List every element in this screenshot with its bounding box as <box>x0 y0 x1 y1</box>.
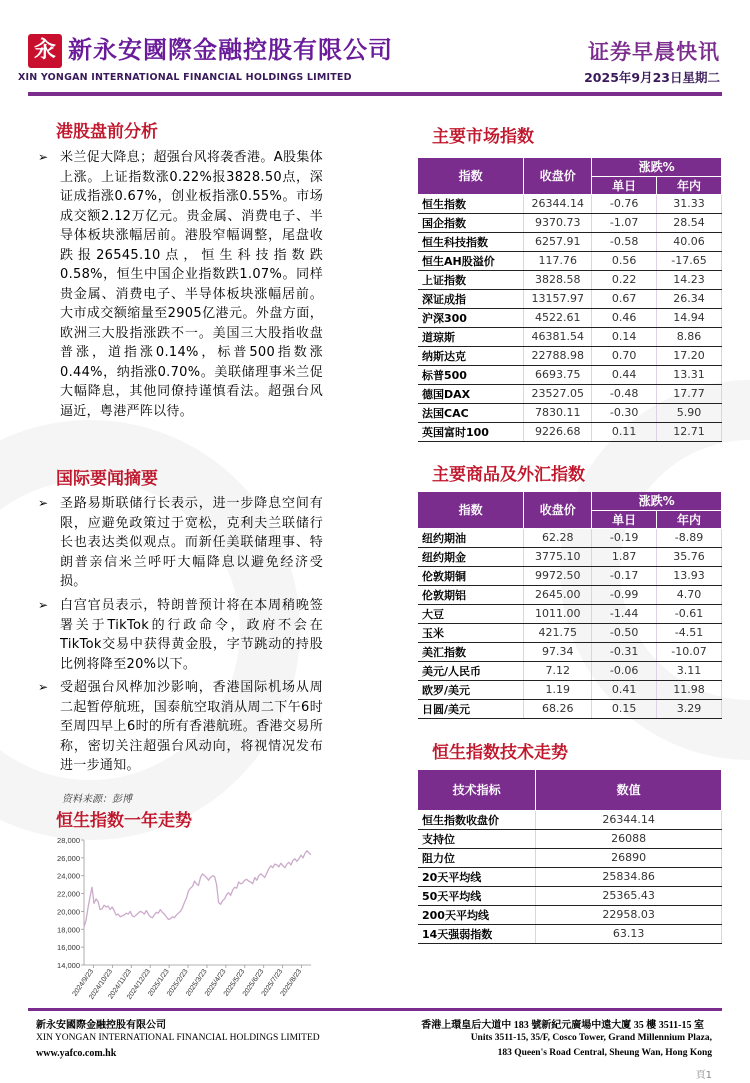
cell-value: 17.20 <box>657 346 722 365</box>
footer-website[interactable]: www.yafco.com.hk <box>36 1048 117 1059</box>
market-row <box>418 365 722 384</box>
arrow-bullet-icon: ➢ <box>38 496 49 510</box>
row-label: 上证指数 <box>418 270 524 289</box>
footer-address-en-2: 183 Queen's Road Central, Sheung Wan, Hong Kong <box>497 1048 712 1058</box>
intl-bullet-text: 圣路易斯联储行长表示，进一步降息空间有限，应避免政策过于宽松，克利夫兰联储行长也表达类似观点。而新任美联储理事、特朗普亲信米兰呼吁大幅降息以避免经济受损。 <box>60 496 323 589</box>
tech-table-title: 恒生指数技术走势 <box>432 743 568 763</box>
footer-address-cn: 香港上環皇后大道中 183 號新紀元廣場中遠大廈 35 樓 3511-15 室 <box>421 1020 704 1031</box>
x-tick-label: 2025/1/23 <box>147 968 171 998</box>
col-header-close: 收盘价 <box>524 158 592 194</box>
row-label: 德国DAX <box>418 384 524 403</box>
market-row <box>418 194 722 213</box>
row-label: 阻力位 <box>418 848 536 867</box>
cell-value: 0.44 <box>592 365 657 384</box>
x-tick-label: 2025/7/23 <box>260 968 285 998</box>
arrow-bullet-icon: ➢ <box>38 150 49 164</box>
cell-value: -1.44 <box>592 604 657 623</box>
market-row <box>418 346 722 365</box>
row-label: 纽约期金 <box>418 547 524 566</box>
commodity-row <box>418 661 722 680</box>
cell-value: 22788.98 <box>524 346 592 365</box>
cell-value: 0.56 <box>592 251 657 270</box>
footer-company-en: XIN YONGAN INTERNATIONAL FINANCIAL HOLDINGS LIMITED <box>36 1033 320 1043</box>
market-table-title: 主要市场指数 <box>432 127 534 147</box>
cell-value: -0.58 <box>592 232 657 251</box>
cell-value: -8.89 <box>657 528 722 547</box>
y-tick-label: 16,000 <box>57 943 80 953</box>
cell-value: 26.34 <box>657 289 722 308</box>
cell-value: 0.70 <box>592 346 657 365</box>
cell-value: 25365.43 <box>536 886 722 905</box>
market-row <box>418 422 722 441</box>
cell-value: 421.75 <box>524 623 592 642</box>
row-label: 美元/人民币 <box>418 661 524 680</box>
cell-value: 4.70 <box>657 585 722 604</box>
cell-value: 23527.05 <box>524 384 592 403</box>
market-row <box>418 384 722 403</box>
cell-value: -0.99 <box>592 585 657 604</box>
cell-value: 0.15 <box>592 699 657 718</box>
cell-value: 8.86 <box>657 327 722 346</box>
cell-value: 0.67 <box>592 289 657 308</box>
cell-value: 12.71 <box>657 422 722 441</box>
report-title: 证券早晨快讯 <box>588 40 720 64</box>
cell-value: 9226.68 <box>524 422 592 441</box>
commodity-row <box>418 699 722 718</box>
hsi-line-chart <box>44 832 319 1017</box>
cell-value: 13.31 <box>657 365 722 384</box>
cell-value: 3775.10 <box>524 547 592 566</box>
commodity-row <box>418 680 722 699</box>
row-label: 恒生指数 <box>418 194 524 213</box>
cell-value: -10.07 <box>657 642 722 661</box>
indicator-row <box>418 867 722 886</box>
cell-value: 26344.14 <box>524 194 592 213</box>
hk-section-title: 港股盘前分析 <box>56 122 158 142</box>
commodity-row <box>418 547 722 566</box>
row-label: 标普500 <box>418 365 524 384</box>
row-label: 日圆/美元 <box>418 699 524 718</box>
market-row <box>418 232 722 251</box>
commodity-fx-table <box>418 492 722 719</box>
intl-bullet <box>38 494 323 592</box>
col-header-value: 数值 <box>536 770 722 810</box>
indicator-row <box>418 829 722 848</box>
hk-bullet-text: 米兰促大降息；超强台风将袭香港。A股集体上涨。上证指数涨0.22%报3828.50点，深证成指涨0.67%，创业板指涨0.55%。市场成交额2.12万亿元。贵金属、消费电子、半导体板块涨幅居前。港股窄幅调整，尾盘收跌报26545.10点，恒生科技指数跌0.58%，恒生中国企业指数跌1.07%。同样贵金属、消费电子、半导体板块涨幅居前。大市成交额缩量至2905亿港元。外盘方面，欧洲三大股指涨跌不一。美国三大股指收盘普涨，道指涨0.14%，标普500指数涨0.44%，纳指涨0.70%。美联储理事米兰促大幅降息，其他同僚持谨慎看法。超强台风逼近，粤港严阵以待。 <box>60 150 323 419</box>
row-label: 支持位 <box>418 829 536 848</box>
row-label: 50天平均线 <box>418 886 536 905</box>
cell-value: 0.11 <box>592 422 657 441</box>
cell-value: 40.06 <box>657 232 722 251</box>
commodity-table-title: 主要商品及外汇指数 <box>432 465 585 485</box>
arrow-bullet-icon: ➢ <box>38 680 49 694</box>
x-tick-label: 2024/9/23 <box>71 968 96 998</box>
data-source: 资料来源：彭博 <box>62 794 132 805</box>
commodity-row <box>418 642 722 661</box>
cell-value: 7.12 <box>524 661 592 680</box>
indicator-row <box>418 810 722 829</box>
cell-value: 26088 <box>536 829 722 848</box>
hk-bullet <box>38 148 323 421</box>
cell-value: 46381.54 <box>524 327 592 346</box>
col-header-day: 单日 <box>592 510 657 528</box>
cell-value: 6693.75 <box>524 365 592 384</box>
market-row <box>418 251 722 270</box>
x-tick-label: 2025/2/23 <box>166 968 190 998</box>
market-row <box>418 308 722 327</box>
col-header-change: 涨跌% <box>592 492 722 510</box>
footer-address-en-1: Units 3511-15, 35/F, Cosco Tower, Grand Millennium Plaza, <box>470 1033 712 1043</box>
cell-value: 3.29 <box>657 699 722 718</box>
cell-value: 13157.97 <box>524 289 592 308</box>
row-label: 200天平均线 <box>418 905 536 924</box>
hsi-series-line <box>84 851 311 927</box>
cell-value: 97.34 <box>524 642 592 661</box>
row-label: 纽约期油 <box>418 528 524 547</box>
cell-value: 117.76 <box>524 251 592 270</box>
cell-value: -0.61 <box>657 604 722 623</box>
market-row <box>418 270 722 289</box>
row-label: 深证成指 <box>418 289 524 308</box>
indicator-row <box>418 905 722 924</box>
row-label: 国企指数 <box>418 213 524 232</box>
cell-value: -0.06 <box>592 661 657 680</box>
y-tick-label: 24,000 <box>57 871 80 881</box>
intl-section-title: 国际要闻摘要 <box>56 469 158 489</box>
cell-value: 1.19 <box>524 680 592 699</box>
col-header-change: 涨跌% <box>592 158 722 176</box>
commodity-row <box>418 585 722 604</box>
x-tick-label: 2025/8/23 <box>279 968 304 998</box>
intl-bullet-text: 受超强台风桦加沙影响，香港国际机场从周二起暂停航班，国泰航空取消从周二下午6时至周四早上6时的所有香港航班。香港交易所称，密切关注超强台风动向，将视情况发布进一步通知。 <box>60 680 323 773</box>
cell-value: 62.28 <box>524 528 592 547</box>
cell-value: -1.07 <box>592 213 657 232</box>
col-header-day: 单日 <box>592 176 657 194</box>
cell-value: -0.48 <box>592 384 657 403</box>
commodity-row <box>418 604 722 623</box>
row-label: 大豆 <box>418 604 524 623</box>
cell-value: 35.76 <box>657 547 722 566</box>
cell-value: 5.90 <box>657 403 722 422</box>
indicator-row <box>418 886 722 905</box>
x-tick-label: 2024/12/23 <box>126 968 152 1001</box>
y-tick-label: 20,000 <box>57 907 80 917</box>
cell-value: 31.33 <box>657 194 722 213</box>
cell-value: 22958.03 <box>536 905 722 924</box>
intl-bullet <box>38 678 323 776</box>
row-label: 道琼斯 <box>418 327 524 346</box>
market-row <box>418 403 722 422</box>
indicator-row <box>418 924 722 943</box>
y-tick-label: 26,000 <box>57 853 80 863</box>
cell-value: -0.76 <box>592 194 657 213</box>
y-tick-label: 22,000 <box>57 889 80 899</box>
commodity-row <box>418 623 722 642</box>
header-divider <box>28 92 722 96</box>
cell-value: 13.93 <box>657 566 722 585</box>
row-label: 伦敦期铝 <box>418 585 524 604</box>
company-name-en: XIN YONGAN INTERNATIONAL FINANCIAL HOLDINGS LIMITED <box>18 72 352 83</box>
cell-value: 3828.58 <box>524 270 592 289</box>
cell-value: -0.17 <box>592 566 657 585</box>
row-label: 伦敦期铜 <box>418 566 524 585</box>
row-label: 沪深300 <box>418 308 524 327</box>
indicator-row <box>418 848 722 867</box>
cell-value: 9370.73 <box>524 213 592 232</box>
col-header-index: 指数 <box>418 492 524 528</box>
cell-value: 26344.14 <box>536 810 722 829</box>
col-header-index: 指数 <box>418 158 524 194</box>
cell-value: 0.14 <box>592 327 657 346</box>
row-label: 恒生科技指数 <box>418 232 524 251</box>
row-label: 纳斯达克 <box>418 346 524 365</box>
cell-value: 6257.91 <box>524 232 592 251</box>
chart-title: 恒生指数一年走势 <box>56 811 192 831</box>
market-row <box>418 289 722 308</box>
col-header-indicator: 技术指标 <box>418 770 536 810</box>
cell-value: -17.65 <box>657 251 722 270</box>
row-label: 欧罗/美元 <box>418 680 524 699</box>
cell-value: 14.94 <box>657 308 722 327</box>
row-label: 恒生AH股溢价 <box>418 251 524 270</box>
footer-company-cn: 新永安國際金融控股有限公司 <box>36 1020 166 1031</box>
commodity-row <box>418 528 722 547</box>
cell-value: 4522.61 <box>524 308 592 327</box>
x-tick-label: 2025/6/23 <box>241 968 266 998</box>
y-tick-label: 28,000 <box>57 836 80 845</box>
y-tick-label: 18,000 <box>57 925 80 935</box>
x-tick-label: 2025/3/23 <box>184 968 209 998</box>
cell-value: 1.87 <box>592 547 657 566</box>
cell-value: 0.22 <box>592 270 657 289</box>
cell-value: 0.41 <box>592 680 657 699</box>
cell-value: -4.51 <box>657 623 722 642</box>
row-label: 20天平均线 <box>418 867 536 886</box>
cell-value: 1011.00 <box>524 604 592 623</box>
technical-indicator-table <box>418 770 722 944</box>
market-index-table <box>418 158 722 442</box>
company-name-cn: 新永安國際金融控股有限公司 <box>68 36 393 64</box>
row-label: 美汇指数 <box>418 642 524 661</box>
x-tick-label: 2024/10/23 <box>88 968 115 1001</box>
row-label: 玉米 <box>418 623 524 642</box>
commodity-row <box>418 566 722 585</box>
cell-value: -0.19 <box>592 528 657 547</box>
cell-value: 17.77 <box>657 384 722 403</box>
cell-value: 14.23 <box>657 270 722 289</box>
cell-value: -0.31 <box>592 642 657 661</box>
arrow-bullet-icon: ➢ <box>38 598 49 612</box>
cell-value: 25834.86 <box>536 867 722 886</box>
cell-value: 63.13 <box>536 924 722 943</box>
intl-bullet-text: 白宫官员表示，特朗普预计将在本周稍晚签署关于TikTok的行政命令，政府不会在TikTok交易中获得黄金股，字节跳动的持股比例将降至20%以下。 <box>60 598 323 672</box>
cell-value: 2645.00 <box>524 585 592 604</box>
row-label: 14天强弱指数 <box>418 924 536 943</box>
cell-value: -0.50 <box>592 623 657 642</box>
report-date: 2025年9月23日星期二 <box>584 70 720 85</box>
x-tick-label: 2025/5/23 <box>222 968 247 998</box>
cell-value: 68.26 <box>524 699 592 718</box>
y-tick-label: 14,000 <box>57 961 80 970</box>
cell-value: 28.54 <box>657 213 722 232</box>
x-tick-label: 2024/11/23 <box>107 968 133 1001</box>
col-header-ytd: 年内 <box>657 510 722 528</box>
intl-bullet <box>38 596 323 674</box>
market-row <box>418 327 722 346</box>
row-label: 恒生指数收盘价 <box>418 810 536 829</box>
cell-value: -0.30 <box>592 403 657 422</box>
cell-value: 9972.50 <box>524 566 592 585</box>
cell-value: 3.11 <box>657 661 722 680</box>
col-header-ytd: 年内 <box>657 176 722 194</box>
row-label: 法国CAC <box>418 403 524 422</box>
row-label: 英国富时100 <box>418 422 524 441</box>
x-tick-label: 2025/4/23 <box>203 968 228 998</box>
col-header-close: 收盘价 <box>524 492 592 528</box>
cell-value: 0.46 <box>592 308 657 327</box>
cell-value: 7830.11 <box>524 403 592 422</box>
cell-value: 26890 <box>536 848 722 867</box>
market-row <box>418 213 722 232</box>
cell-value: 11.98 <box>657 680 722 699</box>
company-logo: 汆 <box>28 34 62 68</box>
page-number: 頁1 <box>695 1070 712 1081</box>
footer-divider <box>28 1008 722 1011</box>
